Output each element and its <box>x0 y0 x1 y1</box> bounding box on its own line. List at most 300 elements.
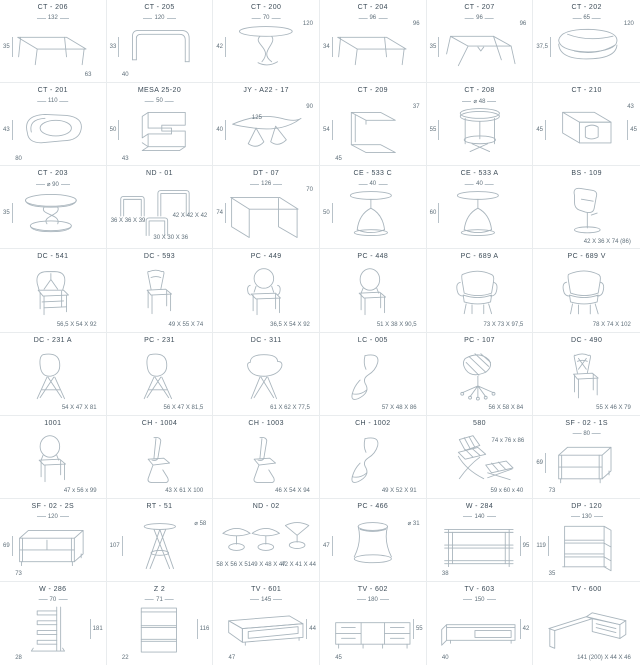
item-code: CT - 207 <box>464 4 495 11</box>
dimension-top <box>463 98 497 105</box>
item-code: TV - 601 <box>251 585 282 593</box>
catalog-cell <box>213 582 320 665</box>
catalog-cell <box>533 499 640 582</box>
wingchair-sketch <box>429 262 531 330</box>
item-code: PC - 231 <box>144 336 175 344</box>
item-figure <box>2 13 104 81</box>
cantilever-sketch <box>109 429 211 497</box>
catalog-cell <box>320 416 427 499</box>
tv3d-sketch <box>215 595 317 664</box>
dimension-left <box>323 536 333 556</box>
dimension-value: 180 <box>367 596 378 603</box>
item-code: DC - 490 <box>571 336 603 344</box>
lattice-sketch <box>535 346 638 414</box>
dimension-top <box>357 597 389 603</box>
dimension-value: 35 <box>429 44 437 51</box>
catalog-cell <box>533 333 640 416</box>
dimension-value: 119 <box>536 542 546 549</box>
item-code: CT - 210 <box>571 87 602 95</box>
dimension-value: 50 <box>109 127 117 134</box>
item-figure <box>2 179 104 247</box>
catalog-cell <box>427 83 534 166</box>
dimension-value: 96 <box>476 15 483 21</box>
catalog-cell <box>533 249 640 332</box>
item-code: RT - 51 <box>146 502 173 510</box>
item-code: DC - 311 <box>250 336 282 344</box>
dimension-value: 45 <box>335 155 342 162</box>
loop-sketch <box>2 96 104 164</box>
dimension-right <box>306 619 316 639</box>
item-code: CH - 1003 <box>248 419 284 427</box>
tvfront-sketch <box>322 595 424 664</box>
item-code: CT - 205 <box>144 4 175 11</box>
dimension-value: 47 <box>228 655 236 662</box>
item-figure <box>322 429 424 497</box>
dimension-top <box>37 98 69 104</box>
catalog-cell <box>533 582 640 665</box>
catalog-cell <box>107 83 214 166</box>
item-code: PC - 689 V <box>567 253 606 261</box>
item-figure <box>109 96 211 164</box>
waterfall-sketch <box>109 13 211 81</box>
item-code: PC - 448 <box>357 253 389 261</box>
dimension-top <box>37 15 69 21</box>
rack2-sketch <box>535 512 638 580</box>
item-code: CT - 209 <box>357 87 388 95</box>
item-figure <box>429 262 531 330</box>
dimension-bl <box>122 72 129 78</box>
dimension-top <box>358 15 387 21</box>
dimension-caption: 36 X 36 X 39 <box>110 218 146 225</box>
dimension-tr <box>194 520 206 527</box>
dimension-tr <box>413 104 420 110</box>
catalog-cell <box>0 249 107 332</box>
dimension-tr <box>624 21 634 27</box>
barstool-sketch <box>535 179 638 247</box>
dimension-left <box>3 37 13 57</box>
dimension-value: 96 <box>369 15 377 21</box>
dimension-value: 50 <box>322 210 330 217</box>
dimension-value: ⌀ 31 <box>407 520 420 527</box>
dimension-caption: 56 X 58 X 84 <box>488 404 524 411</box>
dimension-bl <box>335 655 342 661</box>
dimension-caption: 56,5 X 54 X 92 <box>56 321 97 328</box>
dimension-value: 120 <box>47 513 58 520</box>
dimension-value: 45 <box>630 127 637 134</box>
tvlow-sketch <box>429 595 531 664</box>
catalog-cell <box>533 83 640 166</box>
cubec-sketch <box>535 96 638 164</box>
dimension-value: 107 <box>109 542 120 549</box>
mushrooms-sketch <box>215 512 317 580</box>
dimension-top <box>572 15 601 21</box>
catalog-cell <box>107 333 214 416</box>
dimension-right <box>627 120 637 140</box>
dimension-value: 50 <box>156 98 163 105</box>
dimension-value: 47 <box>322 542 330 549</box>
dimension-caption: 54 X 47 X 81 <box>61 404 97 411</box>
dimension-value: 54 <box>322 127 330 134</box>
catalog-cell <box>0 83 107 166</box>
dimension-left <box>3 203 13 223</box>
item-code: CT - 208 <box>464 87 495 95</box>
dimension-value: 43 <box>627 104 634 111</box>
dimension-caption: 47 x 56 x 99 <box>63 488 97 495</box>
coffee3d-sketch <box>322 13 424 81</box>
dimension-value: 74 <box>216 210 224 217</box>
dimension-value: 145 <box>261 596 272 603</box>
dimension-top <box>463 597 495 603</box>
catalog-cell <box>427 499 534 582</box>
dimension-caption: 46 X 54 X 94 <box>275 488 310 495</box>
dimension-bl <box>122 156 129 162</box>
dimension-value: 22 <box>121 655 129 662</box>
sshape-sketch <box>109 96 211 164</box>
dimension-value: 181 <box>92 626 103 633</box>
dimension-value: 132 <box>47 15 58 21</box>
dimension-value: 40 <box>121 72 129 79</box>
item-code: CH - 1004 <box>141 419 178 427</box>
item-figure <box>2 512 104 580</box>
item-figure <box>215 13 317 81</box>
item-code: TV - 602 <box>357 585 388 593</box>
dimension-value: 90 <box>306 104 313 111</box>
item-code: PC - 466 <box>357 502 389 510</box>
item-code: ND - 01 <box>146 170 173 178</box>
item-figure <box>215 179 317 247</box>
item-code: CE - 533 C <box>353 170 393 178</box>
roundside-sketch <box>429 96 531 164</box>
catalog-cell <box>107 0 214 83</box>
dimension-tr <box>520 21 527 27</box>
dimension-left <box>216 37 226 57</box>
dimension-tr <box>413 21 420 27</box>
catalog-cell <box>0 582 107 665</box>
wingchair-sketch <box>535 262 638 330</box>
desk-sketch <box>215 179 317 247</box>
dimension-left <box>430 203 440 223</box>
dimension-top <box>38 597 67 603</box>
catalog-cell <box>427 166 534 249</box>
catalog-cell <box>320 582 427 665</box>
item-figure <box>322 179 424 247</box>
item-figure <box>322 346 424 414</box>
dimension-caption: 57 X 48 X 86 <box>381 404 417 411</box>
dimension-top <box>143 15 175 21</box>
dimension-value: 40 <box>369 181 377 188</box>
dimension-value: 140 <box>474 513 485 520</box>
catalog-cell <box>0 499 107 582</box>
dimension-value: 63 <box>84 72 92 79</box>
dimension-top <box>572 431 601 437</box>
chair-sketch <box>109 262 211 330</box>
dimension-value: 33 <box>109 44 117 51</box>
ghost-sketch <box>2 429 104 497</box>
catalog-cell <box>213 333 320 416</box>
dimension-value: 80 <box>15 155 22 162</box>
dimension-caption: 58 X 56 X 51 <box>216 561 252 568</box>
dimension-caption: 73 X 73 X 97,5 <box>483 321 524 328</box>
dimension-caption: 49 X 52 X 91 <box>381 488 417 495</box>
dimension-value: 73 <box>15 571 22 578</box>
dimension-tr <box>306 187 313 193</box>
dimension-value: 37,5 <box>536 44 549 51</box>
dimension-left <box>216 120 226 140</box>
item-code: CT - 201 <box>37 87 68 95</box>
item-figure <box>322 96 424 164</box>
item-figure <box>429 512 531 580</box>
catalog-cell <box>427 582 534 665</box>
catalog-cell <box>213 416 320 499</box>
dimension-left <box>430 120 440 140</box>
item-code: CT - 206 <box>37 4 68 11</box>
dimension-top <box>252 15 281 21</box>
dimension-value: 120 <box>302 21 313 28</box>
item-code: SF - 02 - 1S <box>565 419 608 427</box>
dimension-caption: 78 X 74 X 102 <box>592 321 631 328</box>
dimension-value: ⌀ 48 <box>473 99 486 106</box>
item-figure <box>2 429 104 497</box>
catalog-cell <box>427 0 534 83</box>
dimension-left <box>323 37 333 57</box>
dimension-left <box>323 120 333 140</box>
dimension-value: 70 <box>306 187 313 194</box>
dimension-value: 65 <box>583 15 590 21</box>
dimension-right <box>413 619 423 639</box>
sculpt-sketch <box>322 429 424 497</box>
item-figure <box>322 262 424 330</box>
dimension-bl <box>15 156 22 162</box>
dimension-top <box>145 597 174 603</box>
item-figure <box>215 346 317 414</box>
dimension-caption: 56 X 47 X 81,5 <box>163 404 204 411</box>
dimension-br <box>85 72 92 78</box>
eames-sketch <box>109 346 211 414</box>
cornerdesk-sketch <box>535 595 638 664</box>
item-figure <box>109 512 211 580</box>
dimension-caption: 30 X 30 X 36 <box>153 235 189 242</box>
dimension-value: 55 <box>429 127 437 134</box>
dimension-value: 73 <box>548 488 556 495</box>
dimension-caption: 141 (200) X 44 X 46 <box>577 655 631 662</box>
dimension-value: ⌀ 90 <box>46 182 59 189</box>
item-figure <box>2 262 104 330</box>
dimension-caption: 36,5 X 54 X 92 <box>270 321 310 328</box>
dimension-left <box>536 37 551 57</box>
dimension-bl <box>229 655 236 661</box>
dimension-top <box>465 15 494 21</box>
item-code: ND - 02 <box>252 502 280 510</box>
item-figure <box>215 512 317 580</box>
item-figure <box>322 13 424 81</box>
dimension-right <box>520 619 530 639</box>
dimension-value: 120 <box>154 15 165 21</box>
item-figure <box>215 96 317 164</box>
dimension-top <box>145 98 174 104</box>
dimension-left <box>110 120 120 140</box>
panton-sketch <box>322 346 424 414</box>
dimension-bl <box>442 571 449 577</box>
dimension-value: 37 <box>412 104 420 111</box>
item-code: LC - 005 <box>357 336 388 344</box>
catalog-cell <box>320 333 427 416</box>
coffee3d-sketch <box>2 13 104 81</box>
eames-sketch <box>2 346 104 414</box>
dimension-left <box>110 37 120 57</box>
dimension-caption: 59 x 60 x 40 <box>490 488 524 495</box>
dimension-bl <box>549 571 556 577</box>
item-figure <box>535 595 638 664</box>
dimension-value: 96 <box>519 21 527 28</box>
dimension-left <box>430 37 440 57</box>
dimension-t2 <box>252 115 262 121</box>
catalog-cell <box>0 416 107 499</box>
dimension-value: 96 <box>412 21 420 28</box>
item-code: W - 284 <box>465 502 494 510</box>
dimension-bl <box>15 571 22 577</box>
dimension-left <box>216 203 226 223</box>
catalog-cell <box>107 582 214 665</box>
catalog-cell <box>0 333 107 416</box>
dimension-left <box>323 203 333 223</box>
dimension-top <box>463 514 495 520</box>
dimension-value: 120 <box>623 21 634 28</box>
item-code: DT - 07 <box>253 170 280 178</box>
dimension-top <box>36 181 70 188</box>
dimension-value: 55 <box>415 626 423 633</box>
catalog-cell <box>427 333 534 416</box>
item-figure <box>535 346 638 414</box>
item-code: PC - 107 <box>464 336 495 344</box>
item-code: MESA 25-20 <box>137 87 182 95</box>
dimension-caption: 42 X 36 X 74 (86) <box>583 238 631 245</box>
dimension-value: 28 <box>15 655 22 662</box>
catalog-cell <box>213 83 320 166</box>
item-code: 580 <box>473 419 486 427</box>
item-figure <box>429 96 531 164</box>
item-code: TV - 603 <box>464 585 495 593</box>
catalog-cell <box>213 499 320 582</box>
dimension-value: 35 <box>3 210 10 217</box>
dimension-caption: 74 x 76 x 86 <box>491 438 525 445</box>
catalog-cell <box>320 0 427 83</box>
dimension-value: 126 <box>261 181 272 188</box>
item-code: PC - 689 A <box>460 253 499 261</box>
roundtier-sketch <box>2 179 104 247</box>
dimension-bl <box>15 655 22 661</box>
dimension-tr <box>306 104 313 110</box>
catalog-cell <box>427 416 534 499</box>
item-figure <box>535 262 638 330</box>
dimension-value: 40 <box>216 127 224 134</box>
dimension-value: 34 <box>322 44 330 51</box>
dimension-value: 35 <box>548 571 556 578</box>
catalog-cell <box>0 0 107 83</box>
dimension-value: 45 <box>335 655 342 662</box>
dimension-value: 71 <box>156 596 163 603</box>
dimension-value: 42 <box>522 626 530 633</box>
item-code: DC - 231 A <box>33 336 72 344</box>
dimension-caption: 61 X 62 X 77,5 <box>270 404 310 411</box>
item-figure <box>215 262 317 330</box>
item-figure <box>109 13 211 81</box>
catalog-cell <box>107 416 214 499</box>
item-figure <box>109 262 211 330</box>
item-code: DC - 541 <box>37 253 69 261</box>
item-figure <box>322 595 424 664</box>
item-code: CT - 203 <box>37 170 68 178</box>
trestle-sketch <box>429 13 531 81</box>
dimension-tr <box>408 520 420 527</box>
dimension-caption: 49 X 55 X 74 <box>168 321 204 328</box>
dimension-value: 42 <box>216 44 224 51</box>
item-figure <box>535 96 638 164</box>
item-figure <box>535 512 638 580</box>
dimension-value: 40 <box>476 181 483 188</box>
item-code: CT - 200 <box>251 4 282 11</box>
bookcase-sketch <box>109 595 211 664</box>
dimension-value: 44 <box>309 626 316 633</box>
item-figure <box>322 512 424 580</box>
item-code: CE - 533 A <box>460 170 499 178</box>
dimension-value: 130 <box>581 513 592 520</box>
dimension-value: 69 <box>536 459 544 466</box>
wallshelf-sketch <box>2 595 104 664</box>
dimension-value: 150 <box>474 596 485 603</box>
dimension-value: 70 <box>262 15 270 21</box>
dimension-value: 43 <box>3 127 10 134</box>
catalog-cell <box>320 499 427 582</box>
dimension-value: 69 <box>3 542 10 549</box>
cone-sketch <box>429 179 531 247</box>
item-code: Z 2 <box>153 585 166 593</box>
dimension-value: 60 <box>429 210 437 217</box>
catalog-cell <box>533 166 640 249</box>
dimension-value: 43 <box>121 155 129 162</box>
item-figure <box>215 429 317 497</box>
dimension-left <box>536 453 546 473</box>
item-figure <box>535 179 638 247</box>
item-code: W - 286 <box>39 585 67 593</box>
dimension-left <box>3 120 13 140</box>
cone-sketch <box>322 179 424 247</box>
dimension-caption: 55 X 46 X 79 <box>596 404 631 411</box>
item-figure <box>429 346 531 414</box>
dimension-caption: 49 X 48 X 47 <box>250 561 286 568</box>
dimension-top <box>250 597 282 603</box>
dimension-value: 95 <box>522 542 530 549</box>
dimension-left <box>536 536 549 556</box>
item-figure <box>109 429 211 497</box>
item-figure <box>2 96 104 164</box>
catalog-cell <box>320 83 427 166</box>
dimension-value: 110 <box>48 98 58 105</box>
dimension-value: 38 <box>441 571 449 578</box>
dimension-caption: 42 X 42 X 42 <box>172 213 208 220</box>
dimension-top <box>37 514 69 520</box>
dimension-value: 116 <box>199 626 210 633</box>
catalog-cell <box>320 166 427 249</box>
item-figure <box>535 13 638 81</box>
catalog-cell <box>320 249 427 332</box>
dimension-value: ⌀ 58 <box>194 520 207 527</box>
rack-sketch <box>429 512 531 580</box>
item-code: SF - 02 - 2S <box>31 502 75 510</box>
dimension-value: 80 <box>583 430 590 437</box>
item-code: TV - 600 <box>571 585 602 593</box>
dimension-value: 125 <box>251 114 262 121</box>
item-code: BS - 109 <box>571 170 602 178</box>
